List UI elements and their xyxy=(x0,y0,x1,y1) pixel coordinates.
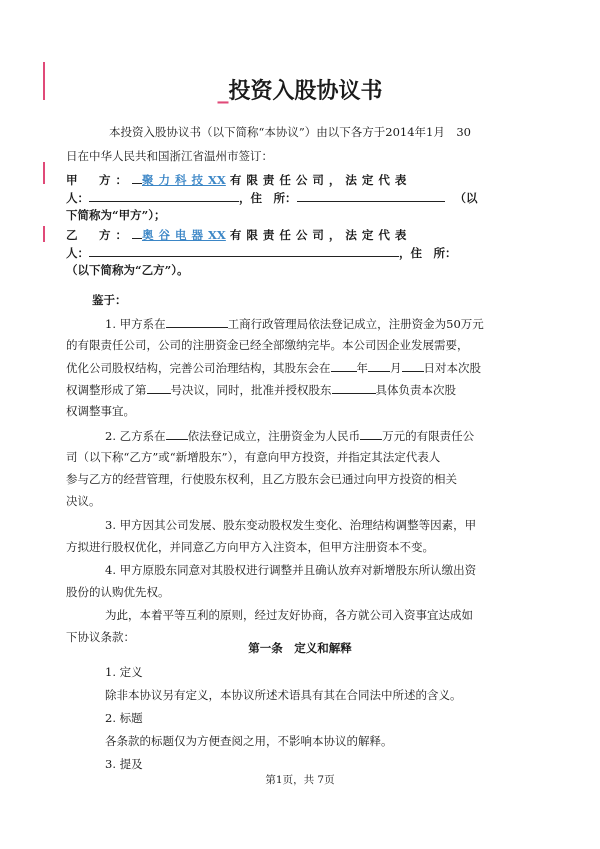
party-a-name: 聚力科技 xyxy=(142,173,208,187)
section-title: 2. 标题 xyxy=(105,711,143,725)
party-b-line: 乙 方： 奥谷电器XX 有限责任公司，法定代表 xyxy=(66,228,412,242)
paragraph-line: 权调整形成了第 号决议，同时，批准并授权股东 具体负责本次股 xyxy=(66,383,456,397)
article-heading: 第一条 定义和解释 xyxy=(248,641,352,655)
party-a-line: 甲 方： 聚力科技XX 有限责任公司，法定代表 xyxy=(66,173,412,187)
paragraph-line: 下协议条款： xyxy=(66,630,135,644)
revision-mark xyxy=(43,226,45,242)
paragraph-line: 各条款的标题仅为方便查阅之用，不影响本协议的解释。 xyxy=(105,734,393,748)
paragraph-line: 3. 甲方因其公司发展、股东变动股权发生变化、治理结构调整等因素，甲 xyxy=(105,518,477,532)
paragraph-line: 司（以下称“乙方”或“新增股东”），有意向甲方投资，并指定其法定代表人 xyxy=(66,450,441,464)
paragraph-line: 权调整事宜。 xyxy=(66,404,135,418)
intro-line: 本投资入股协议书（以下简称“本协议”）由以下各方于2014年1月 30 xyxy=(109,125,471,139)
paragraph-line: 参与乙方的经营管理，行使股东权利，且乙方股东会已通过向甲方投资的相关 xyxy=(66,472,457,486)
intro-line: 日在中华人民共和国浙江省温州市签订： xyxy=(66,149,273,163)
paragraph-line: 决议。 xyxy=(66,494,101,508)
party-a-line: 人： ，住 所： （以 xyxy=(66,191,478,205)
party-b-name: 奥谷电器 xyxy=(142,228,208,242)
paragraph-line: 的有限责任公司，公司的注册资金已经全部缴纳完毕。本公司因企业发展需要， xyxy=(66,338,469,352)
party-b-line: （以下简称为“乙方”）。 xyxy=(66,263,189,277)
paragraph-line: 除非本协议另有定义，本协议所述术语具有其在合同法中所述的含义。 xyxy=(105,688,462,702)
party-a-line: 下简称为“甲方”）； xyxy=(66,208,166,222)
paragraph-line: 1. 甲方系在 工商行政管理局依法登记成立，注册资金为50万元 xyxy=(105,317,484,331)
section-title: 3. 提及 xyxy=(105,757,143,771)
text-cursor: _ xyxy=(217,79,229,104)
paragraph-line: 2. 乙方系在 依法登记成立，注册资金为人民币 万元的有限责任公 xyxy=(105,429,475,443)
revision-mark xyxy=(43,162,45,184)
party-b-line: 人： ，住 所： xyxy=(66,246,457,260)
paragraph-line: 优化公司股权结构，完善公司治理结构，其股东会在 年 月 日对本次股 xyxy=(66,361,481,375)
paragraph-line: 方拟进行股权优化，并同意乙方向甲方入注资本，但甲方注册资本不变。 xyxy=(66,540,434,554)
document-title: _投资入股协议书 xyxy=(217,79,383,104)
paragraph-line: 4. 甲方原股东同意对其股权进行调整并且确认放弃对新增股东所认缴出资 xyxy=(105,563,477,577)
paragraph-line: 股份的认购优先权。 xyxy=(66,585,170,599)
paragraph-line: 为此，本着平等互利的原则，经过友好协商，各方就公司入资事宜达成如 xyxy=(105,608,473,622)
section-title: 1. 定义 xyxy=(105,665,143,679)
whereas-heading: 鉴于： xyxy=(92,293,127,307)
page-footer: 第1页，共 7页 xyxy=(265,774,335,786)
